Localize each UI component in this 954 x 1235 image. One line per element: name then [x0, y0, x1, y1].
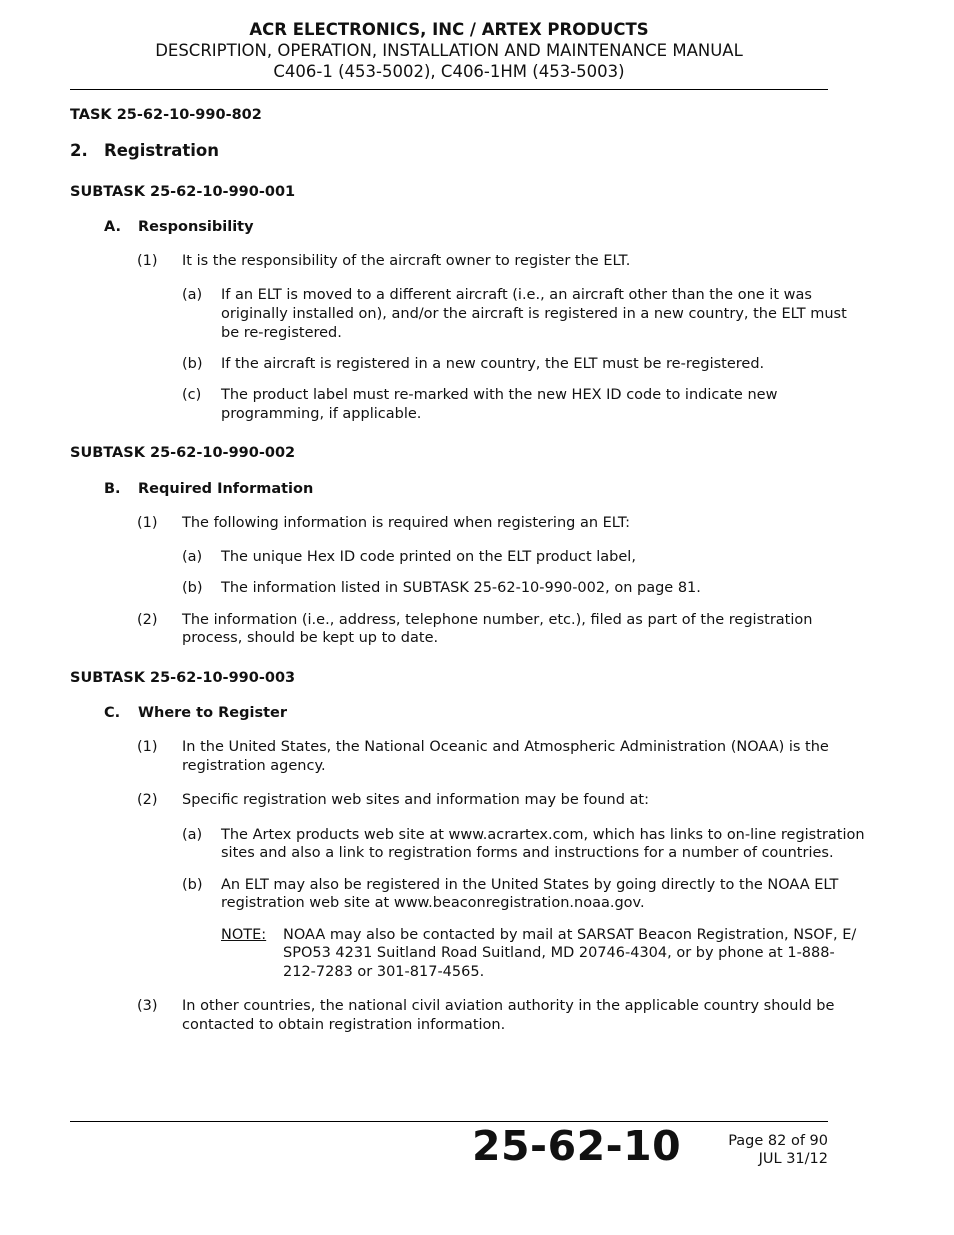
- revision-date: JUL 31/12: [758, 1151, 828, 1167]
- item-number: (2): [137, 792, 158, 808]
- subitem-line: The product label must re-marked with the new HEX ID code to indicate new: [221, 387, 778, 403]
- page-number: Page 82 of 90: [728, 1133, 828, 1149]
- subsection-letter: B.: [104, 481, 121, 497]
- subitem-line: The Artex products web site at www.acrartex.com, which has links to on-line registration: [221, 827, 865, 843]
- subsection-letter: A.: [104, 219, 121, 235]
- subitem-letter: (a): [182, 287, 203, 303]
- subitem-line: sites and also a link to registration forms and instructions for a number of countries.: [221, 845, 834, 861]
- item-number: (1): [137, 253, 158, 269]
- subitem-letter: (a): [182, 549, 203, 565]
- subsection-title: Where to Register: [138, 705, 288, 721]
- subitem-letter: (b): [182, 877, 203, 893]
- item-line: In the United States, the National Oceanic and Atmospheric Administration (NOAA) is the: [182, 739, 829, 755]
- subsection-title: Required Information: [138, 481, 314, 497]
- subitem-letter: (b): [182, 356, 203, 372]
- chapter-code: 25-62-10: [472, 1122, 682, 1170]
- item-line: In other countries, the national civil aviation authority in the applicable country should be: [182, 998, 835, 1014]
- subitem-line: programming, if applicable.: [221, 406, 422, 422]
- subtask-label: SUBTASK 25-62-10-990-001: [70, 184, 296, 200]
- subitem-letter: (b): [182, 580, 203, 596]
- item-number: (3): [137, 998, 158, 1014]
- subitem-line: An ELT may also be registered in the United States by going directly to the NOAA ELT: [221, 877, 839, 893]
- note-line: 212-7283 or 301-817-4565.: [283, 964, 485, 980]
- subitem-letter: (a): [182, 827, 203, 843]
- item-text: Specific registration web sites and information may be found at:: [182, 792, 650, 808]
- task-id: TASK 25-62-10-990-802: [70, 107, 262, 123]
- subitem-line: be re-registered.: [221, 325, 342, 341]
- footer-rule: [70, 1121, 828, 1122]
- item-text: It is the responsibility of the aircraft owner to register the ELT.: [182, 253, 631, 269]
- section-title: Registration: [104, 141, 219, 160]
- subsection-title: Responsibility: [138, 219, 254, 235]
- item-line: contacted to obtain registration information.: [182, 1017, 506, 1033]
- header-company: ACR ELECTRONICS, INC / ARTEX PRODUCTS: [249, 20, 649, 39]
- header-rule: [70, 89, 828, 90]
- subitem-line: The unique Hex ID code printed on the ELT product label,: [221, 549, 636, 565]
- item-line: process, should be kept up to date.: [182, 630, 439, 646]
- subtask-label: SUBTASK 25-62-10-990-002: [70, 445, 296, 461]
- subtask-label: SUBTASK 25-62-10-990-003: [70, 670, 296, 686]
- subsection-letter: C.: [104, 705, 121, 721]
- item-number: (1): [137, 515, 158, 531]
- item-line: The information (i.e., address, telephone number, etc.), filed as part of the registration: [182, 612, 813, 628]
- header-models: C406-1 (453-5002), C406-1HM (453-5003): [273, 62, 625, 81]
- subitem-line: The information listed in SUBTASK 25-62-10-990-002, on page 81.: [221, 580, 701, 596]
- section-number: 2.: [70, 141, 88, 160]
- note-line: NOAA may also be contacted by mail at SARSAT Beacon Registration, NSOF, E/: [283, 927, 857, 943]
- note-line: SPO53 4231 Suitland Road Suitland, MD 20746-4304, or by phone at 1-888-: [283, 945, 835, 961]
- subitem-line: If the aircraft is registered in a new country, the ELT must be re-registered.: [221, 356, 765, 372]
- item-number: (1): [137, 739, 158, 755]
- header-manual-title: DESCRIPTION, OPERATION, INSTALLATION AND MAINTENANCE MANUAL: [155, 41, 743, 60]
- subitem-line: registration web site at www.beaconregistration.noaa.gov.: [221, 895, 645, 911]
- subitem-line: originally installed on), and/or the aircraft is registered in a new country, the ELT must: [221, 306, 847, 322]
- subitem-line: If an ELT is moved to a different aircraft (i.e., an aircraft other than the one it was: [221, 287, 812, 303]
- note-label: NOTE:: [221, 927, 267, 943]
- item-text: The following information is required when registering an ELT:: [182, 515, 631, 531]
- subitem-letter: (c): [182, 387, 202, 403]
- item-number: (2): [137, 612, 158, 628]
- item-line: registration agency.: [182, 758, 326, 774]
